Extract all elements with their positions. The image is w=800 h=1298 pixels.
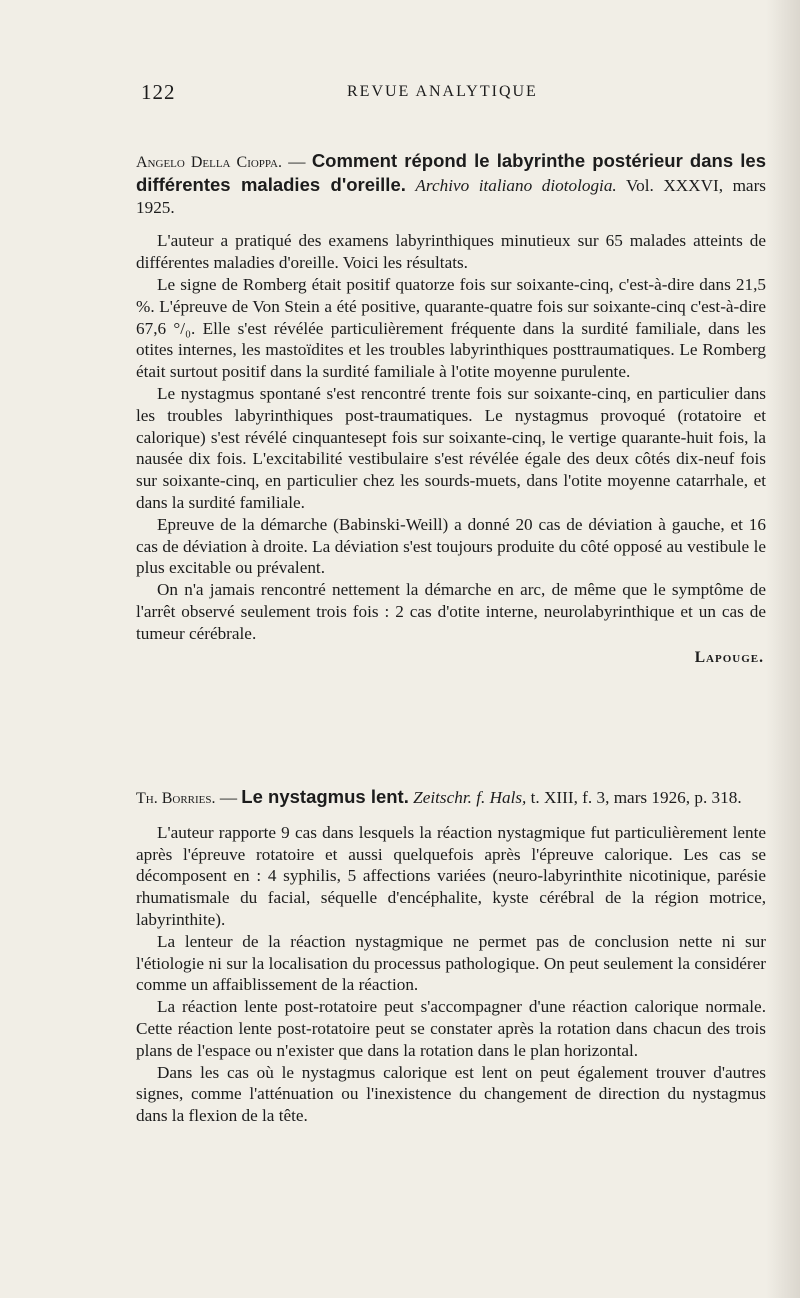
page-header [0,80,800,106]
article-heading: Th. Borries. — Le nystagmus lent. Zeitschr. f. Hals, t. XIII, f. 3, mars 1926, p. 318. [136,786,742,807]
paragraph: La réaction lente post-rotatoire peut s'accompagner d'une réaction calorique normale. Cette réaction lente post-rotatoire peut se constater après la rotation dans chacun des trois plans de l'espace ou n'exister que dans la rotation dans le plan horizontal. [136,997,766,1060]
author-name: Angelo Della Cioppa. [136,154,282,171]
citation: t. XIII, f. 3, mars 1926, p. 318. [526,788,742,807]
page-edge-shadow [766,0,800,1298]
paragraph: L'auteur rapporte 9 cas dans lesquels la réaction nystagmique fut particulièrement lente après l'épreuve rotatoire et aussi quelquefois après l'épreuve calorique. Les cas se décomposent en : 4 syphilis, 5 affections variées (neuro-labyrinthite nicotinique, parésie rhumatismale du facial, séquelle d'encéphalite, kyste cérébral de la région motrice, labyrinthite). [136,822,766,929]
running-title: REVUE ANALYTIQUE [347,83,538,100]
journal-name: Archivo italiano diotologia. [415,175,617,195]
paragraph: L'auteur a pratiqué des examens labyrinthiques minutieux sur 65 malades atteints de différentes maladies d'oreille. Voici les résultats. [136,231,766,273]
article-della-cioppa [136,150,766,667]
article-heading: Angelo Della Cioppa. — Comment répond le labyrinthe postérieur dans les différentes maladies d'oreille. Archivo italiano diotologia. Vol. XXXVI, mars 1925. [136,150,766,217]
paragraph: La lenteur de la réaction nystagmique ne permet pas de conclusion nette ni sur l'étiologie ni sur la localisation du processus pathologique. On peut seulement la considérer comme un affaiblissement de la réaction. [136,931,766,995]
citation: Vol. XXXVI, mars 1925. [136,175,766,217]
journal-name: Zeitschr. f. Hals, [413,788,527,807]
paragraph: On n'a jamais rencontré nettement la démarche en arc, de même que le symptôme de l'arrêt observé seulement trois fois : 2 cas d'otite interne, neurolabyrinthique et un cas de tumeur cérébrale. [136,580,766,643]
paragraph: Epreuve de la démarche (Babinski-Weill) a donné 20 cas de déviation à gauche, et 16 cas de déviation à droite. La déviation s'est toujours produite du côté opposé au vestibule le plus excitable ou prévalent. [136,514,766,578]
paragraph: Le signe de Romberg était positif quatorze fois sur soixante-cinq, c'est-à-dire dans 21,5 %. L'épreuve de Von Stein a été positive, quarante-quatre fois sur soixante-cinq c'est-à-dire 67,6 °/₀. Elle s'est révélée particulièrement fréquente dans la surdité familiale, dans les otites internes, les mastoïdites et les troubles labyrinthiques posttraumatiques. Le Romberg était surtout positif dans la surdité familiale à l'otite moyenne purulente. [136,274,766,382]
author-name: Th. Borries. [136,790,216,807]
reviewer-signature: Lapouge. [694,648,764,666]
article-title: Le nystagmus lent. [241,786,409,807]
paragraph: Le nystagmus spontané s'est rencontré trente fois sur soixante-cinq, en particulier dans les troubles labyrinthiques post-traumatiques. Le nystagmus provoqué (rotatoire et calorique) s'est révélé cinquantesept fois sur soixante-cinq, le vertige quarante-huit fois, la nausée dix fois. L'excitabilité vestibulaire s'est révélée égale des deux côtés dix-neuf fois sur soixante-cinq, en particulier chez les sourds-muets, dans l'otite moyenne catarrhale, et dans la surdité familiale. [136,383,766,512]
article-title: Comment répond le labyrinthe postérieur dans les différentes maladies d'oreille. [136,150,766,195]
paragraph: Dans les cas où le nystagmus calorique est lent on peut également trouver d'autres signes, comme l'atténuation ou l'inexistence du changement de direction du nystagmus dans la flexion de la tête. [136,1062,766,1126]
page-number: 122 [141,80,176,104]
article-borries [136,786,766,1127]
